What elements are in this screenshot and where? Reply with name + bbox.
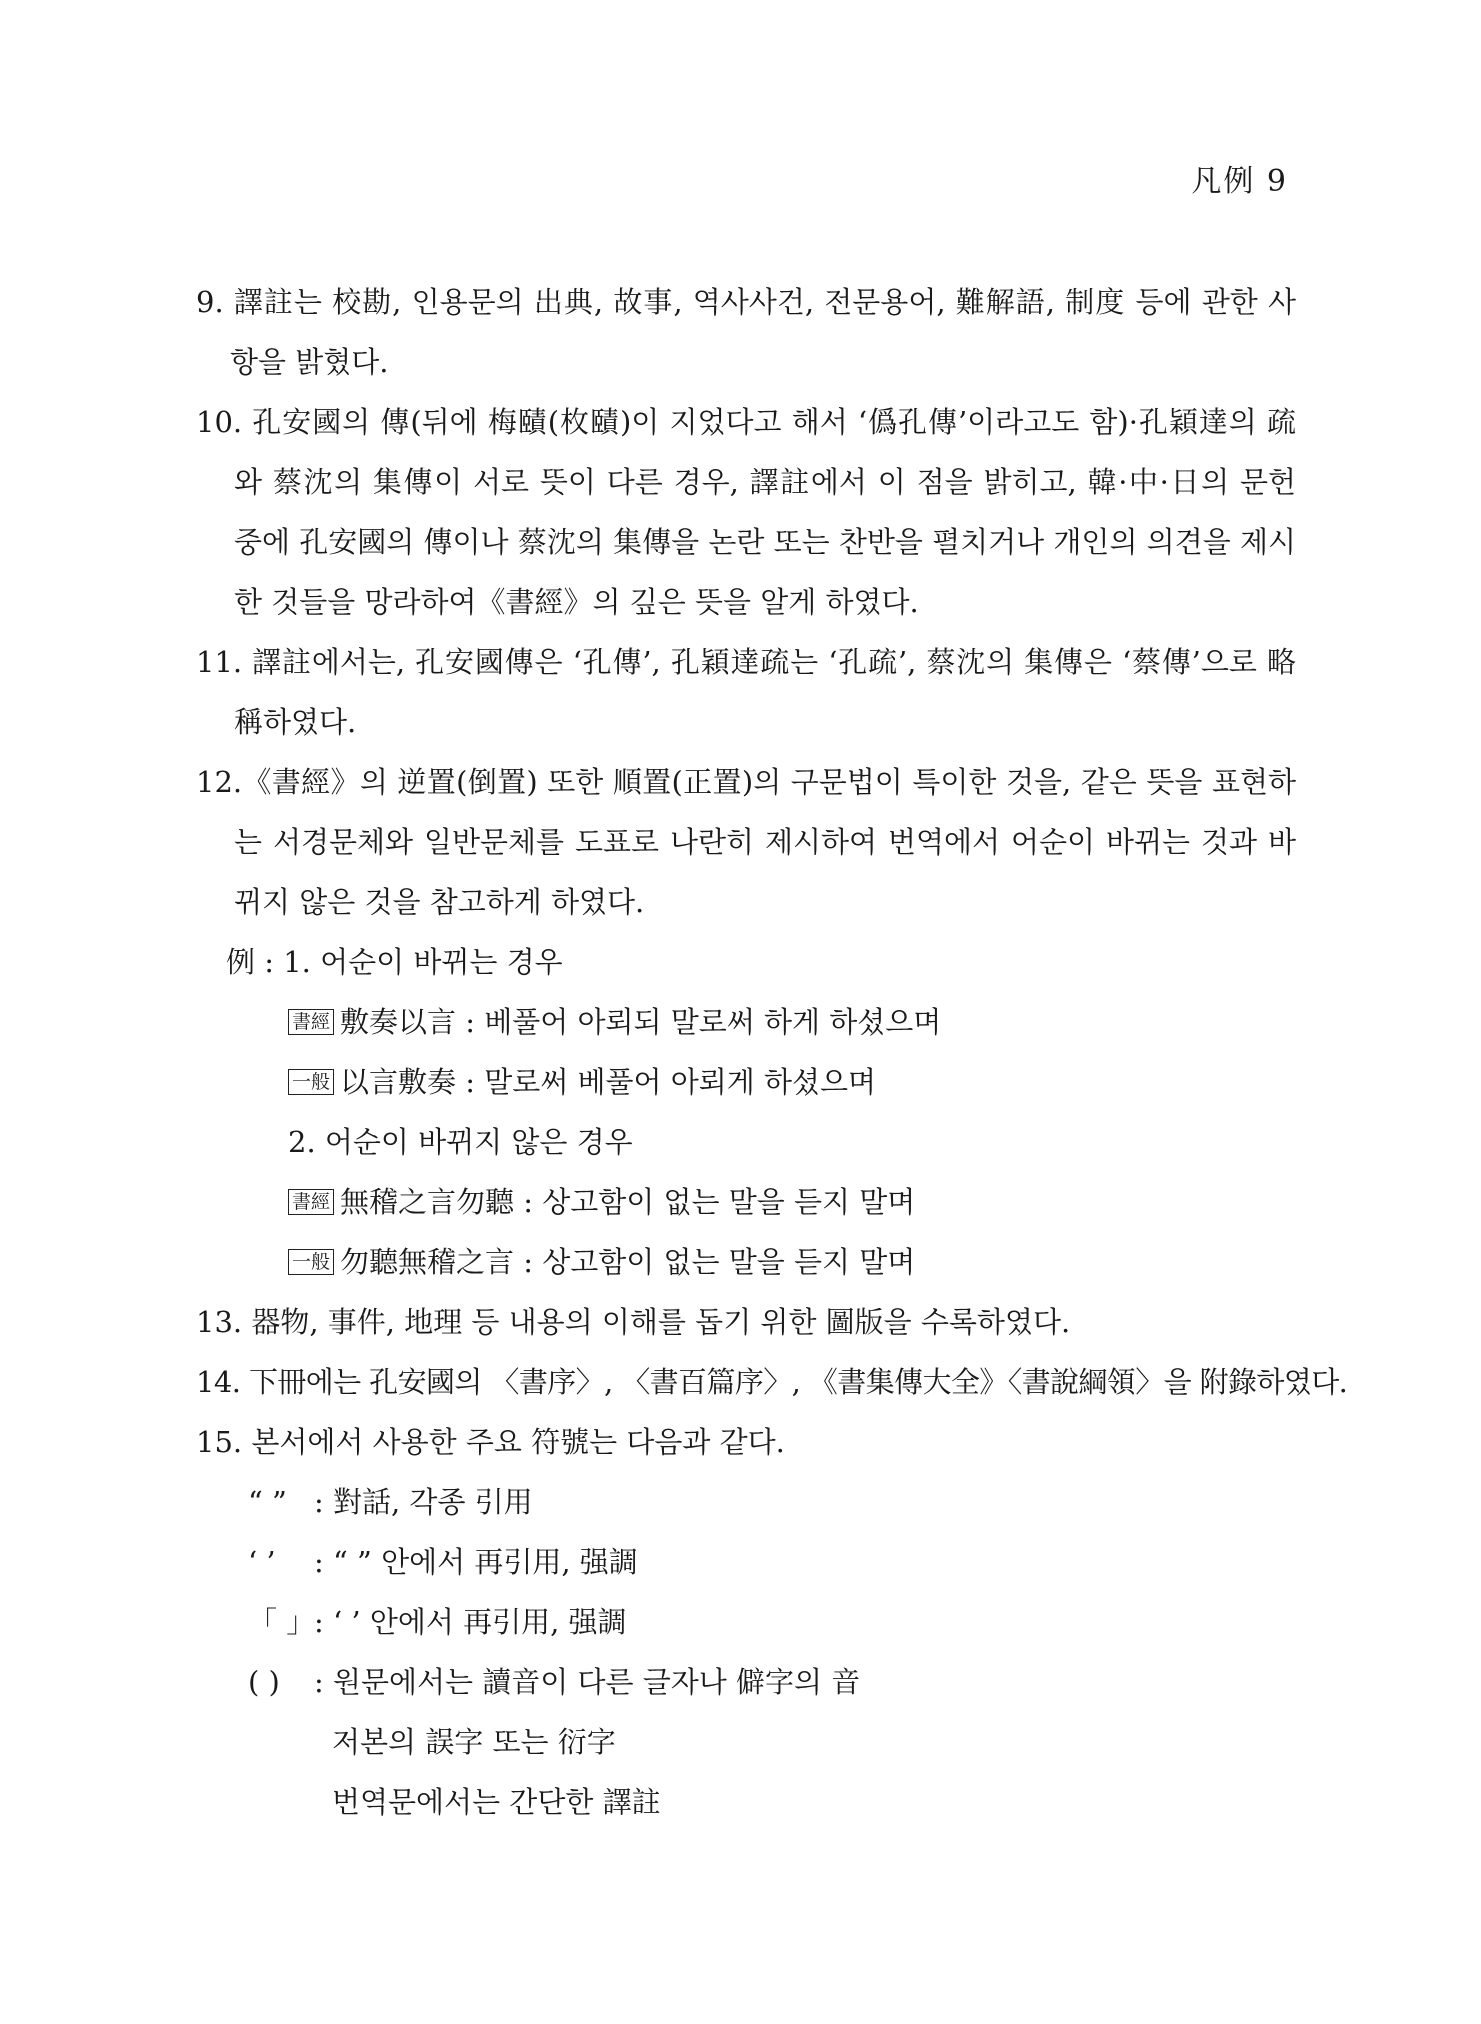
example-text: 敷奏以言 : 베풀어 아뢰되 말로써 하게 하셨으며 (340, 1005, 942, 1039)
example-case2-heading: 2. 어순이 바뀌지 않은 경우 (288, 1125, 633, 1159)
example-text: 無稽之言勿聽 : 상고함이 없는 말을 듣지 말며 (340, 1185, 916, 1219)
shujing-tag: 書經 (288, 1009, 334, 1035)
example-text: 以言敷奏 : 말로써 베풀어 아뢰게 하셨으며 (340, 1065, 877, 1099)
general-tag: 一般 (288, 1249, 334, 1275)
symbol-line (196, 1472, 1296, 1532)
symbol-desc: : “ ” 안에서 再引用, 强調 (314, 1545, 638, 1579)
symbol-desc: : ‘ ’ 안에서 再引用, 强調 (314, 1605, 627, 1639)
general-tag: 一般 (288, 1069, 334, 1095)
example-text: 勿聽無稽之言 : 상고함이 없는 말을 듣지 말며 (340, 1245, 916, 1279)
running-head: 凡例 9 (1191, 164, 1288, 199)
symbol-line (196, 1532, 1296, 1592)
symbol-mark: ‘ ’ (248, 1545, 276, 1579)
symbol-mark: “ ” (248, 1485, 287, 1519)
example-line (196, 1232, 1296, 1292)
body-text (196, 272, 1348, 1832)
item-15: 15. 본서에서 사용한 주요 符號는 다음과 같다. (196, 1425, 785, 1459)
symbol-mark: ( ) (248, 1665, 280, 1699)
symbol-mark: 「 」 (248, 1605, 316, 1639)
symbol-desc: : 원문에서는 讀音이 다른 글자나 僻字의 音 (314, 1665, 861, 1699)
shujing-tag: 書經 (288, 1189, 334, 1215)
symbol-line (196, 1592, 1296, 1652)
symbol-desc: : 對話, 각종 引用 (314, 1485, 533, 1519)
example-heading: 例 : 1. 어순이 바뀌는 경우 (226, 945, 563, 979)
symbol-line (196, 1652, 1296, 1712)
item-12: 12.《書經》의 逆置(倒置) 또한 順置(正置)의 구문법이 특이한 것을, 같은 뜻을 표현하는 서경문체와 일반문체를 도표로 나란히 제시하여 번역에서 어순이 바뀌는 것과 바뀌지 않은 것을 참고하게 하였다. (196, 765, 1296, 919)
example-line (196, 1172, 1296, 1232)
symbol-continuation: 번역문에서는 간단한 譯註 (332, 1785, 661, 1819)
item-14: 14. 下冊에는 孔安國의 〈書序〉, 〈書百篇序〉, 《書集傳大全》〈書說綱領〉을 附錄하였다. (196, 1365, 1348, 1399)
item-10: 10. 孔安國의 傳(뒤에 梅賾(枚賾)이 지었다고 해서 ‘僞孔傳’이라고도 함)·孔穎達의 疏와 蔡沈의 集傳이 서로 뜻이 다른 경우, 譯註에서 이 점을 밝히고, 韓·中·日의 문헌 중에 孔安國의 傳이나 蔡沈의 集傳을 논란 또는 찬반을 펼치거나 개인의 의견을 제시한 것들을 망라하여《書經》의 깊은 뜻을 알게 하였다. (196, 405, 1296, 619)
item-13: 13. 器物, 事件, 地理 등 내용의 이해를 돕기 위한 圖版을 수록하였다. (196, 1305, 1071, 1339)
symbol-continuation: 저본의 誤字 또는 衍字 (332, 1725, 616, 1759)
example-line (196, 1052, 1296, 1112)
item-9: 9. 譯註는 校勘, 인용문의 出典, 故事, 역사사건, 전문용어, 難解語, 制度 등에 관한 사항을 밝혔다. (196, 285, 1296, 379)
item-11: 11. 譯註에서는, 孔安國傳은 ‘孔傳’, 孔穎達疏는 ‘孔疏’, 蔡沈의 集傳은 ‘蔡傳’으로 略稱하였다. (196, 645, 1296, 739)
example-line (196, 992, 1296, 1052)
